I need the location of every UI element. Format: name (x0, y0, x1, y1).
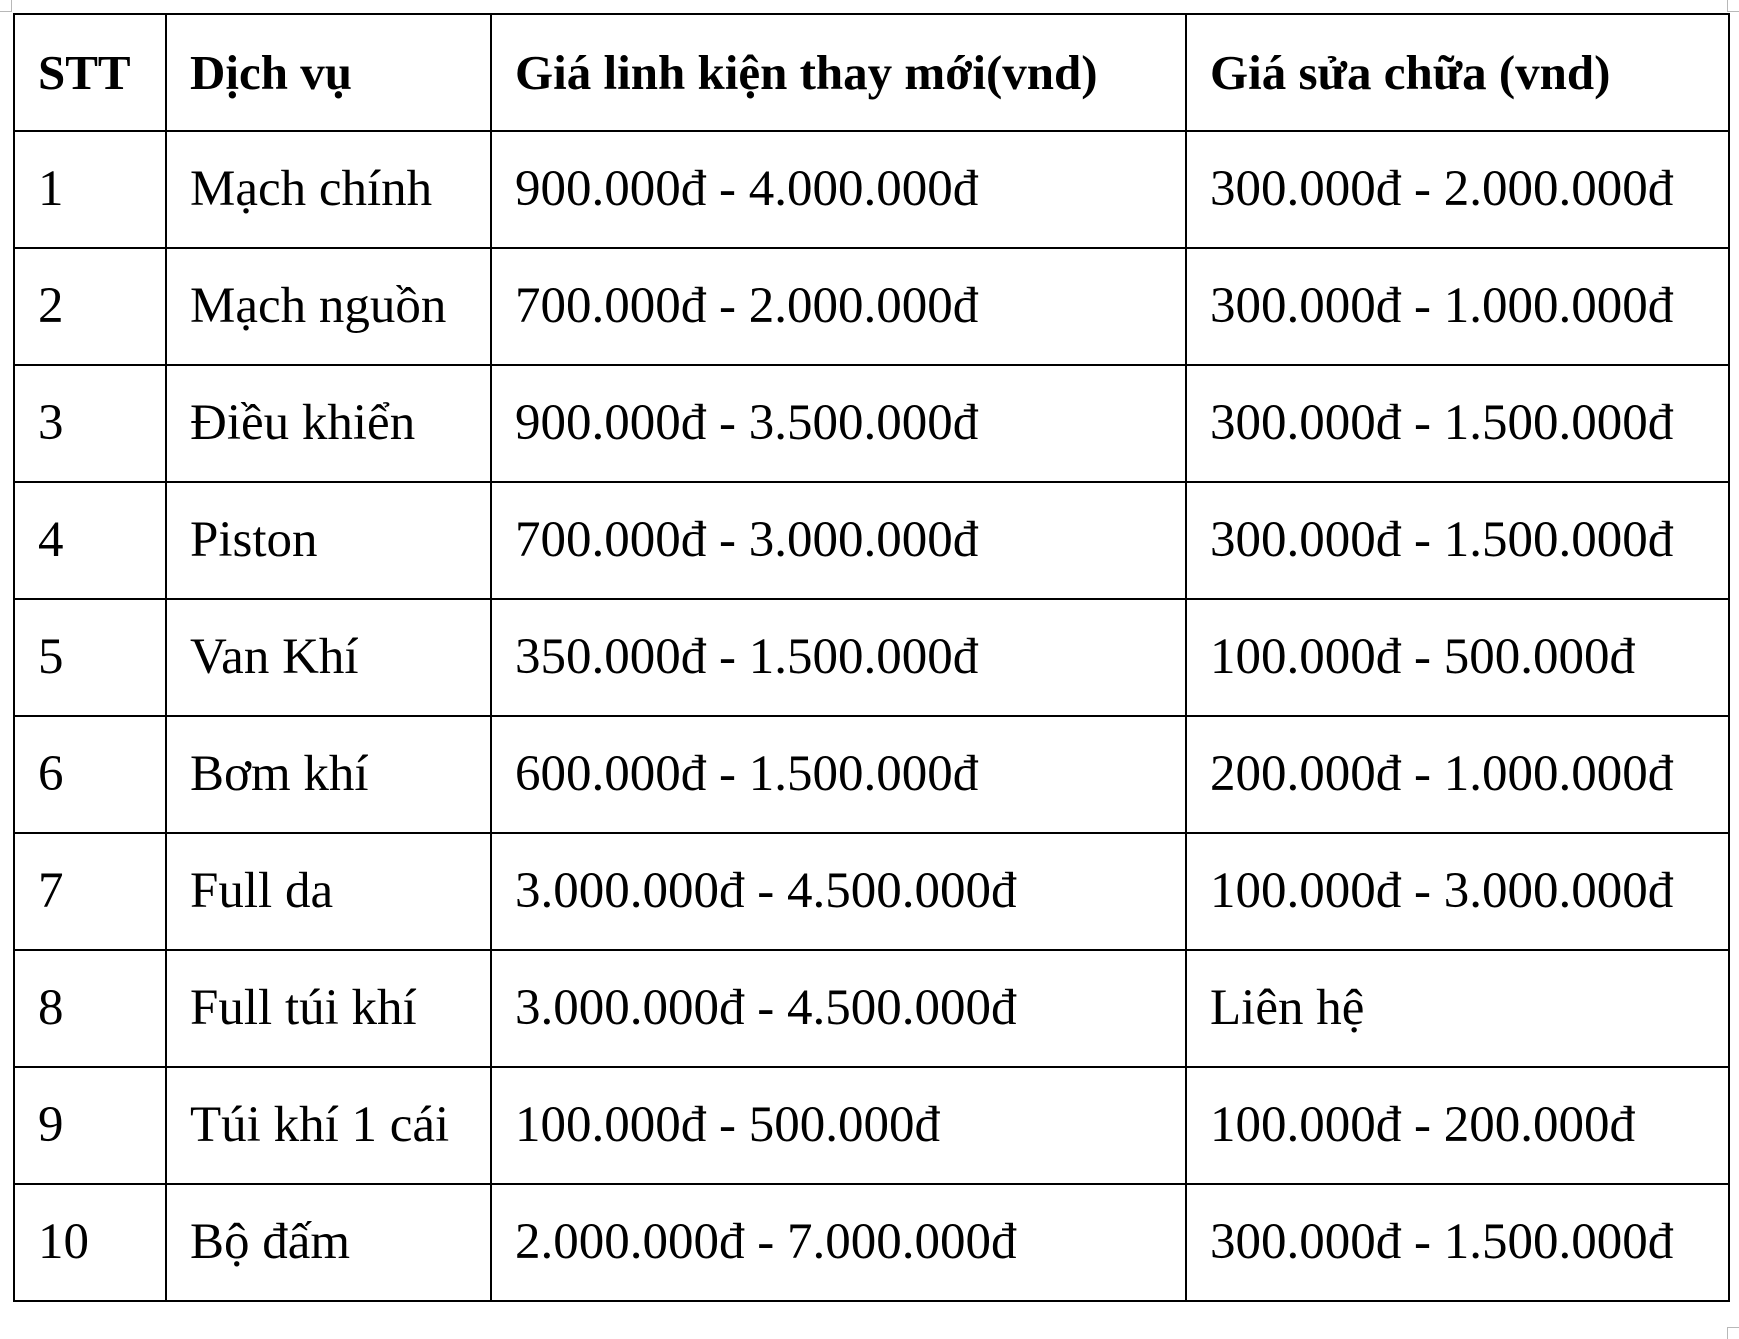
price-table-container (13, 13, 1730, 1302)
header-row (14, 14, 1729, 131)
cell-part-price: 700.000đ - 3.000.000đ (491, 482, 1186, 599)
cell-stt: 2 (14, 248, 166, 365)
cell-repair-price: 300.000đ - 1.500.000đ (1186, 482, 1729, 599)
table-row (14, 248, 1729, 365)
cell-stt: 1 (14, 131, 166, 248)
table-row (14, 1067, 1729, 1184)
cell-part-price: 3.000.000đ - 4.500.000đ (491, 950, 1186, 1067)
cell-stt: 7 (14, 833, 166, 950)
cell-service: Full da (166, 833, 491, 950)
table-row (14, 716, 1729, 833)
cell-stt: 9 (14, 1067, 166, 1184)
cell-service: Van Khí (166, 599, 491, 716)
cell-stt: 3 (14, 365, 166, 482)
cell-service: Full túi khí (166, 950, 491, 1067)
cell-part-price: 3.000.000đ - 4.500.000đ (491, 833, 1186, 950)
table-row (14, 482, 1729, 599)
table-body (14, 131, 1729, 1301)
cell-repair-price: 100.000đ - 200.000đ (1186, 1067, 1729, 1184)
header-part-price: Giá linh kiện thay mới(vnd) (491, 14, 1186, 131)
cell-part-price: 900.000đ - 4.000.000đ (491, 131, 1186, 248)
cell-stt: 4 (14, 482, 166, 599)
cell-stt: 5 (14, 599, 166, 716)
cell-repair-price: 200.000đ - 1.000.000đ (1186, 716, 1729, 833)
cell-stt: 10 (14, 1184, 166, 1301)
header-service: Dịch vụ (166, 14, 491, 131)
cell-service: Piston (166, 482, 491, 599)
table-row (14, 950, 1729, 1067)
cell-part-price: 350.000đ - 1.500.000đ (491, 599, 1186, 716)
table-row (14, 833, 1729, 950)
cell-repair-price: 300.000đ - 1.500.000đ (1186, 365, 1729, 482)
cell-repair-price: 300.000đ - 1.500.000đ (1186, 1184, 1729, 1301)
cell-service: Bộ đấm (166, 1184, 491, 1301)
table-row (14, 131, 1729, 248)
cell-repair-price: Liên hệ (1186, 950, 1729, 1067)
cell-service: Túi khí 1 cái (166, 1067, 491, 1184)
cell-stt: 6 (14, 716, 166, 833)
cell-service: Mạch nguồn (166, 248, 491, 365)
header-stt: STT (14, 14, 166, 131)
page-corner-mark-top-left (0, 0, 12, 12)
table-row (14, 365, 1729, 482)
cell-service: Bơm khí (166, 716, 491, 833)
cell-service: Mạch chính (166, 131, 491, 248)
cell-part-price: 700.000đ - 2.000.000đ (491, 248, 1186, 365)
cell-part-price: 2.000.000đ - 7.000.000đ (491, 1184, 1186, 1301)
price-table (13, 13, 1730, 1302)
cell-repair-price: 300.000đ - 1.000.000đ (1186, 248, 1729, 365)
table-row (14, 599, 1729, 716)
table-row (14, 1184, 1729, 1301)
cell-repair-price: 100.000đ - 3.000.000đ (1186, 833, 1729, 950)
page-corner-mark-bottom-right (1727, 1327, 1739, 1339)
cell-repair-price: 300.000đ - 2.000.000đ (1186, 131, 1729, 248)
header-repair-price: Giá sửa chữa (vnd) (1186, 14, 1729, 131)
cell-service: Điều khiển (166, 365, 491, 482)
page-corner-mark-top-right (1727, 0, 1739, 12)
cell-part-price: 100.000đ - 500.000đ (491, 1067, 1186, 1184)
table-header (14, 14, 1729, 131)
cell-stt: 8 (14, 950, 166, 1067)
cell-repair-price: 100.000đ - 500.000đ (1186, 599, 1729, 716)
cell-part-price: 600.000đ - 1.500.000đ (491, 716, 1186, 833)
cell-part-price: 900.000đ - 3.500.000đ (491, 365, 1186, 482)
